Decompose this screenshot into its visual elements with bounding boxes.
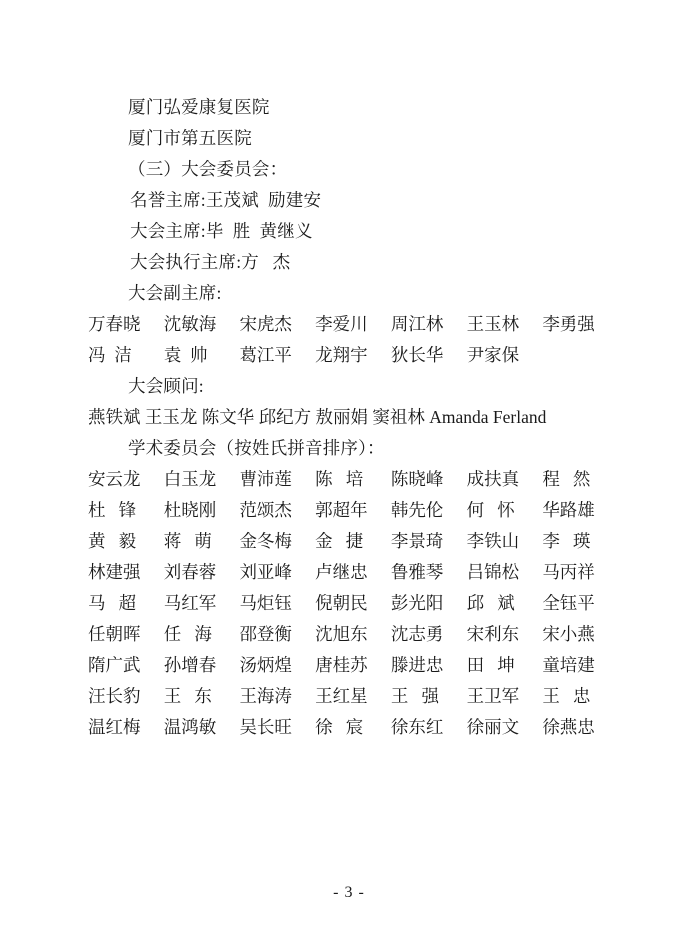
vice-chair-name bbox=[542, 340, 618, 371]
member-name: 王红星 bbox=[315, 686, 368, 706]
label-vice-chairs: 大会副主席: bbox=[128, 283, 222, 303]
member-name: 徐东红 bbox=[390, 717, 444, 737]
member-name: 孙增春 bbox=[163, 655, 217, 675]
academic-member-row bbox=[88, 464, 618, 495]
member-name: 金冬梅 bbox=[239, 531, 292, 551]
member-name: 任朝晖 bbox=[88, 624, 141, 644]
academic-member-row bbox=[88, 712, 618, 743]
member-name: 王卫军 bbox=[466, 686, 520, 706]
member-name: 吴长旺 bbox=[239, 717, 292, 737]
vice-chair-name: 袁 帅 bbox=[163, 345, 208, 365]
vice-chair-name: 周江林 bbox=[390, 314, 444, 334]
member-name: 何 怀 bbox=[466, 500, 515, 520]
member-name: 杜晓刚 bbox=[163, 500, 217, 520]
member-name: 彭光阳 bbox=[390, 593, 444, 613]
member-name: 李 瑛 bbox=[542, 531, 591, 551]
member-name: 曹沛莲 bbox=[239, 469, 292, 489]
academic-member-row bbox=[88, 495, 618, 526]
member-name: 汤炳煌 bbox=[239, 655, 292, 675]
member-name: 李铁山 bbox=[466, 531, 520, 551]
member-name: 马 超 bbox=[88, 593, 137, 613]
member-name: 倪朝民 bbox=[315, 593, 368, 613]
vice-chair-name: 狄长华 bbox=[390, 345, 444, 365]
member-name: 范颂杰 bbox=[239, 500, 292, 520]
document-body bbox=[88, 92, 618, 743]
member-name: 黄 毅 bbox=[88, 531, 137, 551]
page-number: - 3 - bbox=[333, 884, 365, 901]
member-name: 隋广武 bbox=[88, 655, 141, 675]
member-name: 李景琦 bbox=[390, 531, 444, 551]
vice-chair-name: 万春晓 bbox=[88, 314, 141, 334]
vice-chair-name: 尹家保 bbox=[466, 345, 520, 365]
member-name: 马红军 bbox=[163, 593, 217, 613]
vice-chair-name: 沈敏海 bbox=[163, 314, 217, 334]
academic-member-row bbox=[88, 557, 618, 588]
text-line-chair: 大会主席:毕 胜 黄继义 bbox=[130, 221, 313, 241]
member-name: 童培建 bbox=[542, 655, 595, 675]
section-heading-committee: （三）大会委员会： bbox=[128, 159, 288, 179]
label-advisors: 大会顾问: bbox=[128, 376, 204, 396]
member-name: 韩先伦 bbox=[390, 500, 444, 520]
member-name: 郭超年 bbox=[315, 500, 368, 520]
vice-chair-name: 王玉林 bbox=[466, 314, 520, 334]
member-name: 沈旭东 bbox=[315, 624, 368, 644]
member-name: 王海涛 bbox=[239, 686, 292, 706]
text-line-honorary-chair: 名誉主席:王茂斌 励建安 bbox=[130, 190, 322, 210]
member-name: 陈晓峰 bbox=[390, 469, 444, 489]
member-name: 全钰平 bbox=[542, 593, 595, 613]
member-name: 蒋 萌 bbox=[163, 531, 212, 551]
member-name: 杜 锋 bbox=[88, 500, 137, 520]
text-line-executive-chair: 大会执行主席:方 杰 bbox=[130, 252, 291, 272]
academic-member-row bbox=[88, 650, 618, 681]
academic-member-row bbox=[88, 588, 618, 619]
member-name: 邱 斌 bbox=[466, 593, 515, 613]
vice-chair-name: 冯 洁 bbox=[88, 345, 132, 365]
member-name: 王 强 bbox=[390, 686, 439, 706]
member-name: 安云龙 bbox=[88, 469, 141, 489]
member-name: 程 然 bbox=[542, 469, 591, 489]
member-name: 华路雄 bbox=[542, 500, 595, 520]
member-name: 田 坤 bbox=[466, 655, 515, 675]
member-name: 林建强 bbox=[88, 562, 141, 582]
member-name: 白玉龙 bbox=[163, 469, 217, 489]
member-name: 王 东 bbox=[163, 686, 212, 706]
member-name: 徐丽文 bbox=[466, 717, 520, 737]
academic-member-row bbox=[88, 526, 618, 557]
member-name: 宋小燕 bbox=[542, 624, 595, 644]
label-academic-committee: 学术委员会（按姓氏拼音排序）： bbox=[128, 438, 385, 458]
vice-chair-row bbox=[88, 309, 618, 340]
member-name: 鲁雅琴 bbox=[390, 562, 444, 582]
member-name: 汪长豹 bbox=[88, 686, 141, 706]
member-name: 任 海 bbox=[163, 624, 212, 644]
member-name: 宋利东 bbox=[466, 624, 520, 644]
member-name: 吕锦松 bbox=[466, 562, 520, 582]
member-name: 滕进忠 bbox=[390, 655, 444, 675]
member-name: 邵登衡 bbox=[239, 624, 292, 644]
vice-chair-name: 龙翔宇 bbox=[315, 345, 368, 365]
member-name: 刘春蓉 bbox=[163, 562, 217, 582]
member-name: 卢继忠 bbox=[315, 562, 368, 582]
academic-member-row bbox=[88, 619, 618, 650]
member-name: 温鸿敏 bbox=[163, 717, 217, 737]
member-name: 马丙祥 bbox=[542, 562, 595, 582]
vice-chair-name: 葛江平 bbox=[239, 345, 292, 365]
vice-chair-row bbox=[88, 340, 618, 371]
member-name: 马炬钰 bbox=[239, 593, 292, 613]
member-name: 成扶真 bbox=[466, 469, 520, 489]
text-line-hospital-2: 厦门市第五医院 bbox=[128, 128, 252, 148]
member-name: 温红梅 bbox=[88, 717, 141, 737]
text-line-hospital-1: 厦门弘爱康复医院 bbox=[128, 97, 270, 117]
member-name: 刘亚峰 bbox=[239, 562, 292, 582]
vice-chair-name: 宋虎杰 bbox=[239, 314, 292, 334]
member-name: 唐桂苏 bbox=[315, 655, 368, 675]
member-name: 陈 培 bbox=[315, 469, 364, 489]
vice-chair-name: 李勇强 bbox=[542, 314, 595, 334]
academic-member-row bbox=[88, 681, 618, 712]
member-name: 徐燕忠 bbox=[542, 717, 595, 737]
member-name: 沈志勇 bbox=[390, 624, 444, 644]
member-name: 王 忠 bbox=[542, 686, 591, 706]
member-name: 徐 宸 bbox=[315, 717, 364, 737]
vice-chair-name: 李爱川 bbox=[315, 314, 368, 334]
advisors-names: 燕铁斌 王玉龙 陈文华 邱纪方 敖丽娟 窦祖林 Amanda Ferland bbox=[88, 407, 547, 427]
member-name: 金 捷 bbox=[315, 531, 364, 551]
